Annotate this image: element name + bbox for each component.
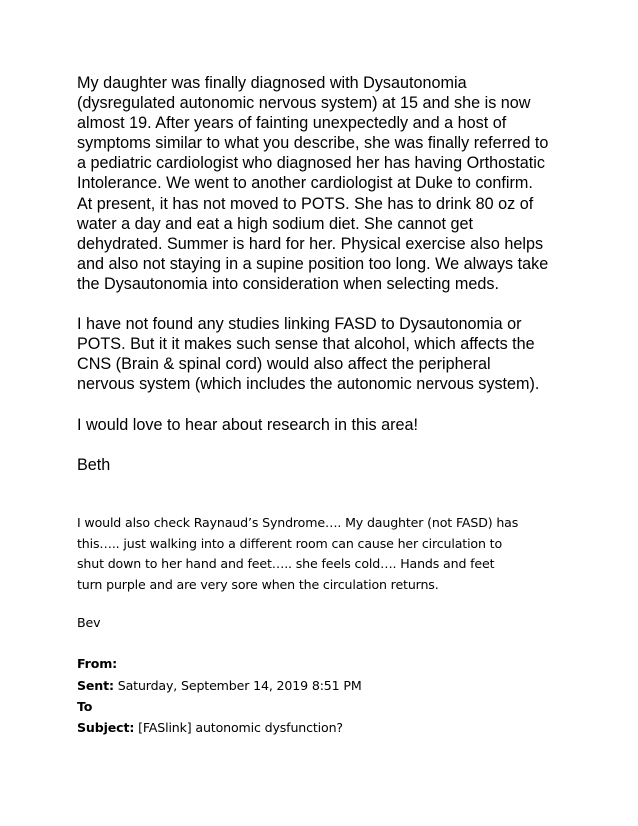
email-to-line <box>77 697 92 718</box>
text-line: turn purple and are very sore when the circulation returns. <box>77 576 439 592</box>
to-label: To <box>77 699 93 714</box>
text-line: My daughter was finally diagnosed with Dysautonomia <box>77 74 467 92</box>
email-sent-line <box>77 676 362 697</box>
from-label: From: <box>77 656 118 671</box>
sent-value: Saturday, September 14, 2019 8:51 PM <box>117 678 362 693</box>
text-line: water a day and eat a high sodium diet. She cannot get <box>77 214 473 233</box>
beth-paragraph-2 <box>77 314 539 394</box>
text-line: almost 19. After years of fainting unexpectedly and a host of <box>77 114 507 133</box>
signature-text: Bev <box>77 615 101 630</box>
text-line: a pediatric cardiologist who diagnosed her has having Orthostatic <box>77 154 545 173</box>
email-from-line <box>77 654 117 675</box>
subject-value: [FASlink] autonomic dysfunction? <box>138 720 343 735</box>
text-line: shut down to her hand and feet….. she feels cold…. Hands and feet <box>77 556 495 572</box>
text-line: and also not staying in a supine position too long. We always take <box>77 254 549 273</box>
text-line: nervous system (which includes the autonomic nervous system). <box>77 375 540 394</box>
text-line: this….. just walking into a different room can cause her circulation to <box>77 535 503 551</box>
text-line: At present, it has not moved to POTS. She has to drink 80 oz of <box>77 194 534 213</box>
email-subject-line <box>77 718 343 739</box>
text-line: I have not found any studies linking FASD to Dysautonomia or <box>77 315 522 333</box>
text-line: I would love to hear about research in this area! <box>77 416 419 434</box>
beth-signature <box>77 455 110 475</box>
beth-paragraph-1 <box>77 73 548 294</box>
text-line: I would also check Raynaud’s Syndrome…. My daughter (not FASD) has <box>77 515 519 530</box>
text-line: symptoms similar to what you describe, she was finally referred to <box>77 134 549 153</box>
bev-paragraph <box>77 513 518 595</box>
subject-label: Subject: <box>77 720 135 735</box>
text-line: the Dysautonomia into consideration when selecting meds. <box>77 274 500 293</box>
text-line: POTS. But it it makes such sense that alcohol, which affects the <box>77 335 535 354</box>
text-line: (dysregulated autonomic nervous system) at 15 and she is now <box>77 94 531 113</box>
bev-signature <box>77 613 100 634</box>
signature-text: Beth <box>77 456 111 474</box>
sent-label: Sent: <box>77 678 114 693</box>
text-line: CNS (Brain & spinal cord) would also affect the peripheral <box>77 355 491 374</box>
text-line: dehydrated. Summer is hard for her. Physical exercise also helps <box>77 234 544 253</box>
beth-paragraph-3 <box>77 415 418 435</box>
text-line: Intolerance. We went to another cardiologist at Duke to confirm. <box>77 174 533 193</box>
